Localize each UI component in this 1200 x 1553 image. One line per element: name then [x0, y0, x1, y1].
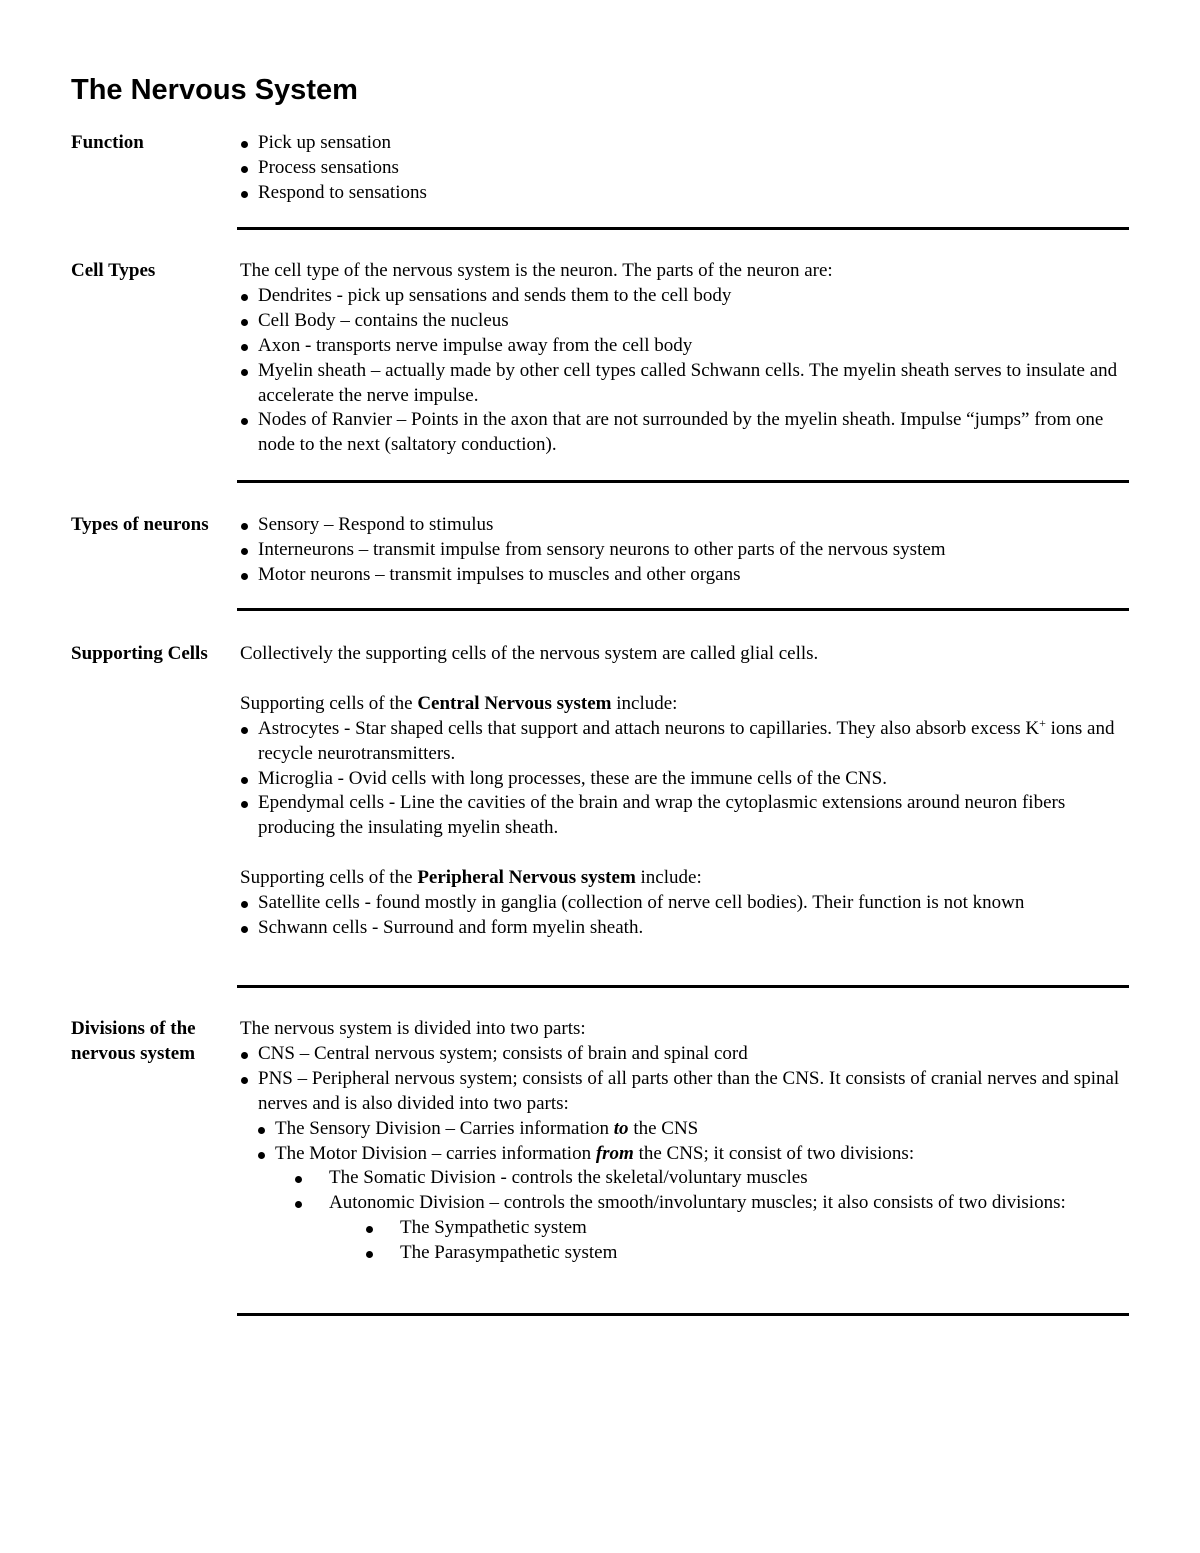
cell-types-label: Cell Types — [71, 260, 156, 281]
list-item: The Parasympathetic system — [400, 1242, 618, 1264]
supporting-cells-body — [240, 642, 1120, 941]
cell-types-intro: The cell type of the nervous system is the neuron. The parts of the neuron are: — [240, 260, 833, 281]
list-item: The Sensory Division – Carries information to the CNS — [275, 1117, 699, 1139]
pns-heading: Supporting cells of the Peripheral Nervous system include: — [240, 867, 702, 889]
list-item: PNS – Peripheral nervous system; consists of all parts other than the CNS. It consists of cranial nerves and spinal nerves and is also divided into two parts: — [258, 1067, 1120, 1114]
list-item: Interneurons – transmit impulse from sensory neurons to other parts of the nervous system — [258, 538, 946, 560]
list-item: Ependymal cells - Line the cavities of the brain and wrap the cytoplasmic extensions around neuron fibers producing the insulating myelin sheath. — [258, 792, 1066, 839]
list-item: Schwann cells - Surround and form myelin sheath. — [258, 916, 644, 938]
types-of-neurons-label: Types of neurons — [71, 514, 209, 535]
list-item: Dendrites - pick up sensations and sends them to the cell body — [258, 284, 732, 306]
list-item: Microglia - Ovid cells with long processes, these are the immune cells of the CNS. — [258, 767, 887, 789]
divisions-body — [240, 1017, 1120, 1266]
supporting-cells-intro: Collectively the supporting cells of the nervous system are called glial cells. — [240, 643, 819, 664]
list-item: CNS – Central nervous system; consists of brain and spinal cord — [258, 1042, 748, 1064]
list-item: Sensory – Respond to stimulus — [258, 514, 494, 535]
divisions-label: Divisions of the nervous system — [71, 1018, 196, 1064]
list-item: Cell Body – contains the nucleus — [258, 309, 509, 331]
divisions-intro: The nervous system is divided into two parts: — [240, 1018, 586, 1039]
list-item: The Somatic Division - controls the skeletal/voluntary muscles — [329, 1167, 808, 1189]
list-item: Motor neurons – transmit impulses to muscles and other organs — [258, 563, 741, 585]
list-item: The Sympathetic system — [400, 1217, 587, 1239]
list-item: The Motor Division – carries information from the CNS; it consist of two divisions: — [275, 1142, 915, 1164]
supporting-cells-label: Supporting Cells — [71, 643, 208, 664]
list-item: Astrocytes - Star shaped cells that support and attach neurons to capillaries. They also absorb excess K+ ions and recycle neurotransmitters. — [258, 715, 1115, 764]
types-of-neurons-body — [240, 513, 1120, 588]
cns-heading: Supporting cells of the Central Nervous system include: — [240, 692, 678, 714]
page-title: The Nervous System — [71, 74, 358, 106]
section-divider — [237, 985, 1129, 988]
list-item: Nodes of Ranvier – Points in the axon that are not surrounded by the myelin sheath. Impulse “jumps” from one node to the next (saltatory conduction). — [258, 409, 1104, 456]
list-item: Process sensations — [258, 156, 399, 178]
list-item: Axon - transports nerve impulse away from the cell body — [258, 334, 693, 356]
list-item: Pick up sensation — [258, 132, 391, 153]
list-item: Autonomic Division – controls the smooth/involuntary muscles; it also consists of two divisions: — [329, 1192, 1066, 1214]
list-item: Respond to sensations — [258, 181, 427, 203]
list-item: Satellite cells - found mostly in ganglia (collection of nerve cell bodies). Their function is not known — [258, 892, 1025, 914]
function-label: Function — [71, 132, 144, 153]
cell-types-body — [240, 259, 1120, 458]
list-item: Myelin sheath – actually made by other cell types called Schwann cells. The myelin sheath serves to insulate and accelerate the nerve impulse. — [258, 359, 1118, 406]
section-divider — [237, 608, 1129, 611]
section-divider — [237, 227, 1129, 230]
section-divider — [237, 1313, 1129, 1316]
section-divider — [237, 480, 1129, 483]
function-body — [240, 131, 1120, 206]
